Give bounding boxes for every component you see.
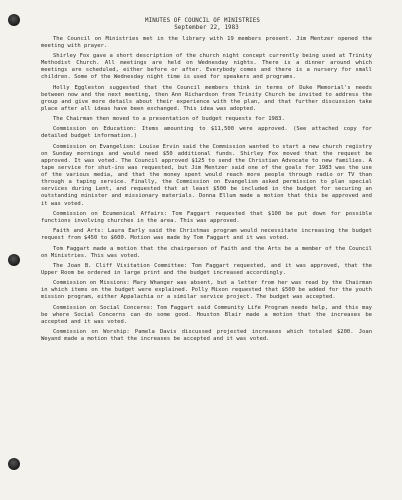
paragraph-faith-arts-motion: Tom Faggart made a motion that the chairperson of Faith and the Arts be a member of the Council on Ministries. This was voted. [41,245,372,259]
paragraph-social-concerns: Commission on Social Concerns: Tom Faggart said Community Life Program needs help, and this may be where Social Concerns can do some good. Houston Blair made a motion that the increases be accepted and it was voted. [41,304,372,325]
document-title: MINUTES OF COUNCIL OF MINISTRIES [145,18,260,24]
paragraph-visitation: The Joan B. Cliff Visitation Committee: Tom Faggart requested, and it was approved, that the Upper Room be ordered in large print and the budget increased accordingly. [41,262,372,276]
paragraph-education: Commission on Education: Items amounting to $11,500 were approved. (See attached copy for detailed budget information.) [41,126,372,140]
paragraph-worship: Commission on Worship: Pamela Davis discussed projected increases which totaled $200. Joan Weyand made a motion that the increases be accepted and it was voted. [41,329,372,343]
paragraph-opening: The Council on Ministries met in the library with 19 members present. Jim Mentzer opened the meeting with prayer. [41,35,372,49]
binder-hole-middle [8,254,20,266]
paragraph-budget-intro: The Chairman then moved to a presentation of budget requests for 1983. [53,116,285,123]
document-body [41,36,372,344]
paragraph-faith-arts: Faith and Arts: Laura Early said the Christmas program would necessitate increasing the budget request from $450 to $600. Motion was made by Tom Faggart and it was voted. [41,228,372,242]
document-header [41,18,372,32]
document-date: September 22, 1983 [174,24,239,31]
paragraph-ecumenical: Commission on Ecumenical Affairs: Tom Faggart requested that $100 be put down for possible functions involving churches in the area. This was approved. [41,210,372,224]
paragraph-evangelism: Commission on Evangelism: Louise Ervin said the Commission wanted to start a new church registry on Sunday mornings and would need $50 additional funds. Shirley Fox moved that the request be approved. It was voted. The Council approved $125 to send the Christian Advocate to new families. A tape service for shut-ins was requested, but Jim Mentzer said one of the goals for 1983 was the use of the various media, and that the money spent would reach more people through radio or TV than through a taping service. Finally, the Commission on Evangelism asked permission to plan special services during Lent, and requested that at least $500 be included in the budget for securing an outstanding minister and missionary materials. Donna Ellum made a motion that this be approved and it was voted. [41,143,372,207]
binder-hole-bottom [8,458,20,470]
paragraph-missions: Commission on Missions: Mary Whanger was absent, but a letter from her was read by the Chairman in which items on the budget were explained. Polly Mixon requested that $500 be added for the youth mission program, either Appalachia or a similar service project. The budget was accepted. [41,280,372,301]
binder-hole-top [8,14,20,26]
paragraph-suggestion: Holly Eggleston suggested that the Council members think in terms of Duke Memorial's needs between now and the next meeting, then Ann Richardson from Trinity Church be invited to address the group and give more details about their experience with the plan, and that further discussion take place after all ideas have been exchanged. This idea was adopted. [41,84,372,112]
paragraph-church-night: Shirley Fox gave a short description of the church night concept currently being used at Trinity Methodist Church. All meetings are held on Wednesday nights. There is a dinner around which meetings are scheduled, either before or after. Everybody comes and there is a nursery for small children. Some of the Wednesday night time is used for speakers and programs. [41,52,372,81]
